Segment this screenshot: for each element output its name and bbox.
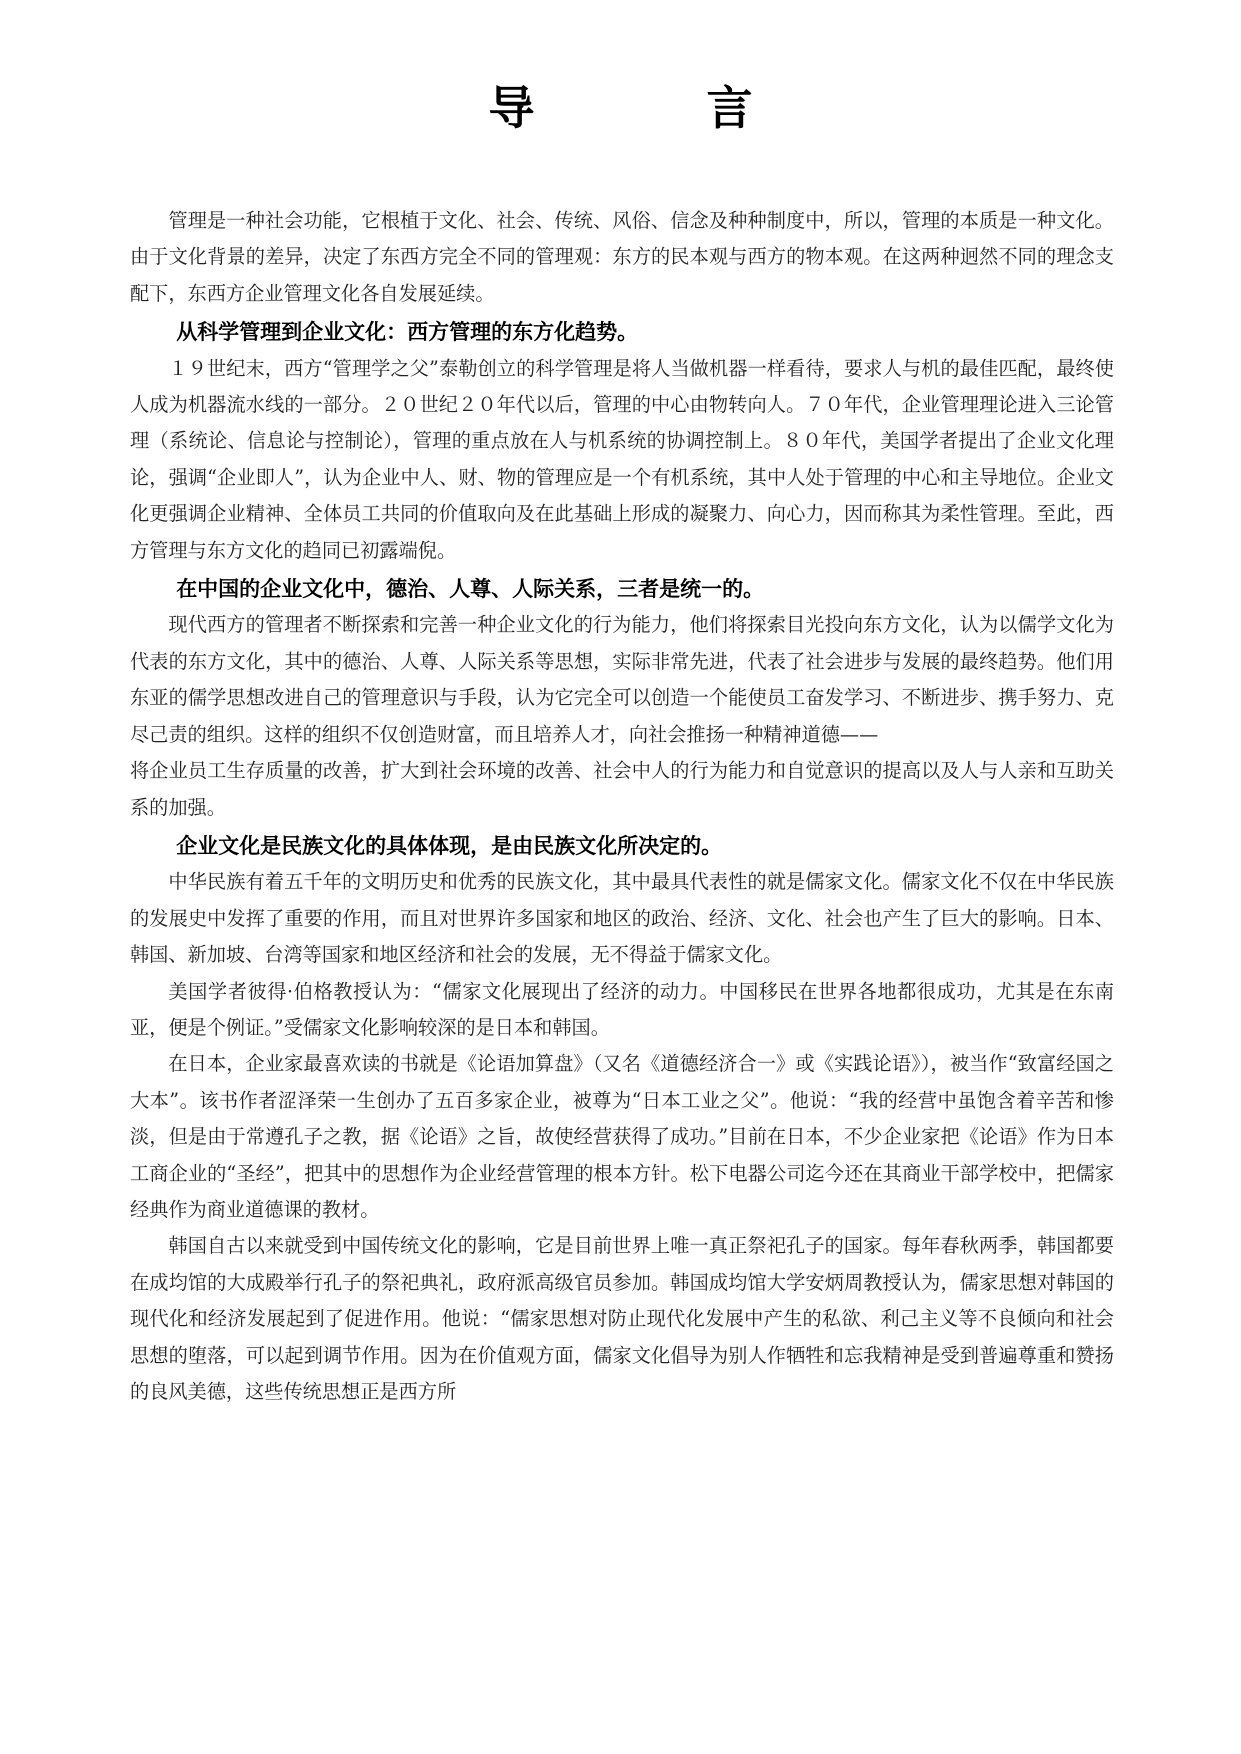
paragraph-history: １９世纪末，西方“管理学之父”泰勒创立的科学管理是将人当做机器一样看待，要求人与机的最佳匹配，最终使人成为机器流水线的一部分。２０世纪２０年代以后，管理的中心由物转向人。７０年代，企业管理理论进入三论管理（系统论、信息论与控制论），管理的重点放在人与机系统的协调控制上。８０年代，美国学者提出了企业文化理论，强调“企业即人”，认为企业中人、财、物的管理应是一个有机系统，其中人处于管理的中心和主导地位。企业文化更强调企业精神、全体员工共同的价值取向及在此基础上形成的凝聚力、向心力，因而称其为柔性管理。至此，西方管理与东方文化的趋同已初露端倪。 [130,356,1114,562]
paragraph-intro: 管理是一种社会功能，它根植于文化、社会、传统、风俗、信念及种种制度中，所以，管理的本质是一种文化。由于文化背景的差异，决定了东西方完全不同的管理观：东方的民本观与西方的物本观。在这两种迥然不同的理念支配下，东西方企业管理文化各自发展延续。 [130,209,1114,305]
paragraph-continuation: 将企业员工生存质量的改善，扩大到社会环境的改善、社会中人的行为能力和自觉意识的提高以及人与人亲和互助关系的加强。 [130,759,1114,819]
paragraph-eastern-culture: 现代西方的管理者不断探索和完善一种企业文化的行为能力，他们将探索目光投向东方文化，认为以儒学文化为代表的东方文化，其中的德治、人尊、人际关系等思想，实际非常先进，代表了社会进步与发展的最终趋势。他们用东亚的儒学思想改进自己的管理意识与手段，认为它完全可以创造一个能使员工奋发学习、不断进步、携手努力、克尽己责的组织。这样的组织不仅创造财富，而且培养人才，向社会推扬一种精神道德—— [130,613,1114,746]
paragraph-confucian-culture: 中华民族有着五千年的文明历史和优秀的民族文化，其中最具代表性的就是儒家文化。儒家文化不仅在中华民族的发展史中发挥了重要的作用，而且对世界许多国家和地区的政治、经济、文化、社会也产生了巨大的影响。日本、韩国、新加坡、台湾等国家和地区经济和社会的发展，无不得益于儒家文化。 [130,870,1114,967]
page-title: 导 言 [488,81,831,135]
section-heading-1: 从科学管理到企业文化：西方管理的东方化趋势。 [176,320,639,345]
paragraph-peter-berger: 美国学者彼得·伯格教授认为：“儒家文化展现出了经济的动力。中国移民在世界各地都很成功，尤其是在东南亚，便是个例证。”受儒家文化影响较深的是日本和韩国。 [130,979,1114,1039]
document-body [130,203,1114,1410]
paragraph-japan: 在日本，企业家最喜欢读的书就是《论语加算盘》（又名《道德经济合一》或《实践论语》），被当作“致富经国之大本”。该书作者涩泽荣一生创办了五百多家企业，被尊为“日本工业之父”。他说：“我的经营中虽饱含着辛苦和惨淡，但是由于常遵孔子之教，据《论语》之旨，故使经营获得了成功。”目前在日本，不少企业家把《论语》作为日本工商企业的“圣经”，把其中的思想作为企业经营管理的根本方针。松下电器公司迄今还在其商业干部学校中，把儒家经典作为商业道德课的教材。 [130,1052,1114,1221]
section-heading-3: 企业文化是民族文化的具体体现，是由民族文化所决定的。 [176,833,723,858]
section-heading-2: 在中国的企业文化中，德治、人尊、人际关系，三者是统一的。 [176,577,765,602]
paragraph-korea: 韩国自古以来就受到中国传统文化的影响，它是目前世界上唯一真正祭祀孔子的国家。每年春秋两季，韩国都要在成均馆的大成殿举行孔子的祭祀典礼，政府派高级官员参加。韩国成均馆大学安炳周教授认为，儒家思想对韩国的现代化和经济发展起到了促进作用。他说：“儒家思想对防止现代化发展中产生的私欲、利己主义等不良倾向和社会思想的堕落，可以起到调节作用。因为在价值观方面，儒家文化倡导为别人作牺牲和忘我精神是受到普遍尊重和赞扬的良风美德，这些传统思想正是西方所 [130,1234,1114,1403]
